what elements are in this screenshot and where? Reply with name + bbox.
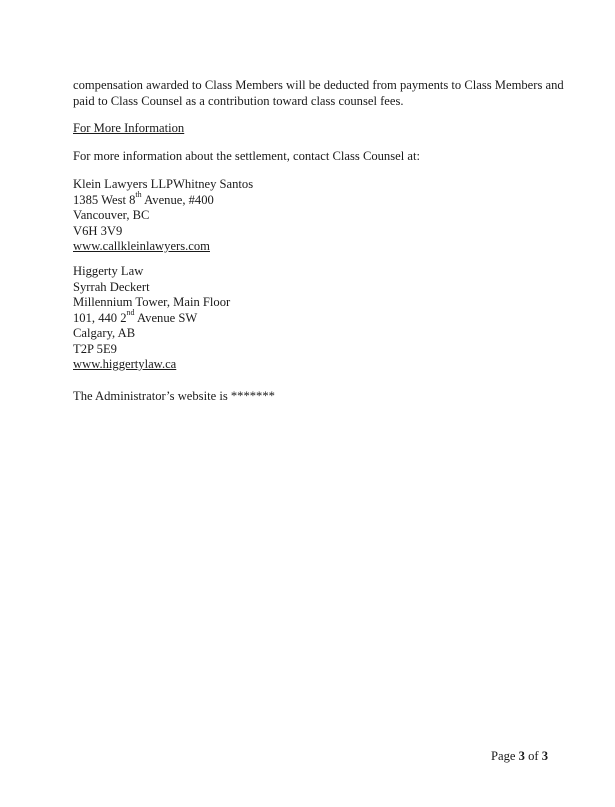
counsel-2-postal: T2P 5E9: [73, 341, 117, 356]
counsel-2-contact: Syrrah Deckert: [73, 279, 150, 294]
counsel-2-street-rest: Avenue SW: [134, 310, 198, 325]
counsel-1-address: [73, 177, 563, 255]
counsel-1-street-suffix: th: [135, 190, 142, 200]
page-number: [491, 749, 548, 765]
administrator-website-text: The Administrator’s website is *******: [73, 389, 275, 403]
intro-block: [73, 149, 563, 165]
counsel-2-street-suffix: nd: [126, 308, 135, 318]
current-page: 3: [518, 749, 525, 763]
counsel-1-city: Vancouver, BC: [73, 208, 150, 222]
paragraph-line-2: paid to Class Counsel as a contribution toward class counsel fees.: [73, 93, 404, 108]
counsel-1-website-link[interactable]: www.callkleinlawyers.com: [73, 239, 210, 253]
of-word: of: [528, 749, 539, 763]
counsel-2-building: Millennium Tower, Main Floor: [73, 295, 231, 309]
counsel-1-postal: V6H 3V9: [73, 223, 123, 238]
counsel-2-website-link[interactable]: www.higgertylaw.ca: [73, 357, 177, 371]
page-word: Page: [491, 749, 516, 763]
counsel-1-name: Klein Lawyers LLPWhitney Santos: [73, 177, 254, 191]
administrator-block: [73, 389, 563, 405]
counsel-1-street: [73, 190, 563, 209]
intro-text: For more information about the settlement, contact Class Counsel at:: [73, 149, 420, 163]
paragraph-line-1: compensation awarded to Class Members will be deducted from payments to Class Members and: [73, 78, 564, 92]
counsel-2-street-number: 101, 440 2: [73, 310, 127, 325]
counsel-2-address: [73, 264, 563, 373]
counsel-2-name: Higgerty Law: [73, 264, 144, 278]
compensation-paragraph: [73, 78, 563, 109]
counsel-1-street-rest: Avenue, #400: [141, 192, 214, 207]
total-pages: 3: [541, 749, 549, 763]
section-heading: For More Information: [73, 121, 185, 135]
section-heading-block: [73, 121, 563, 137]
counsel-2-street: [73, 308, 563, 327]
counsel-1-street-number: 1385 West 8: [73, 192, 136, 207]
counsel-2-city: Calgary, AB: [73, 326, 136, 340]
